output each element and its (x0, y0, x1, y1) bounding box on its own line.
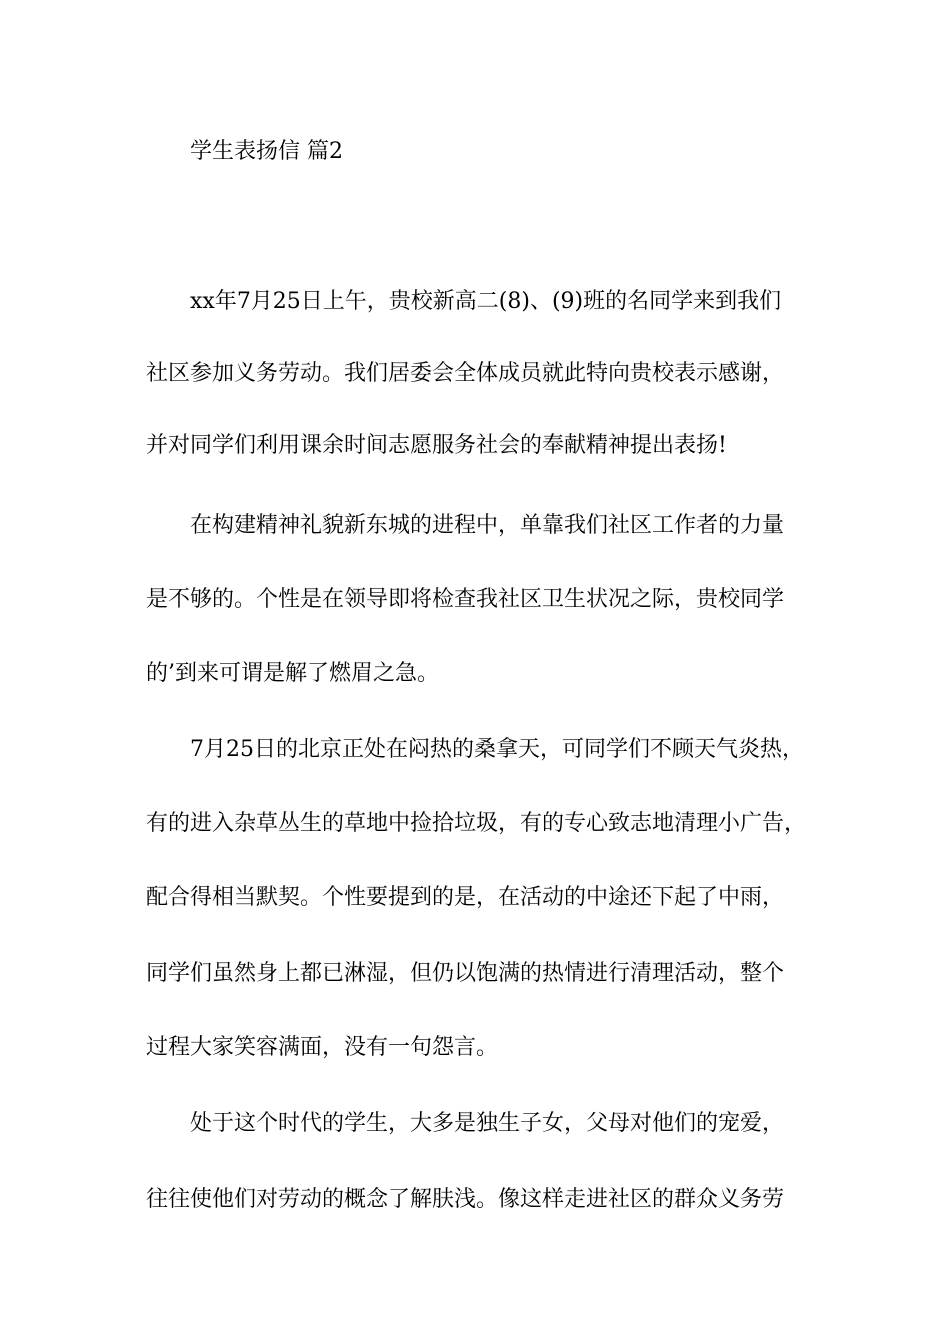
paragraph-3-line-3: 配合得相当默契。个性要提到的是，在活动的中途还下起了中雨， (146, 885, 785, 910)
paragraph-3-line-2: 有的进入杂草丛生的草地中捡拾垃圾，有的专心致志地清理小广告， (146, 811, 807, 836)
paragraph-1-line-2: 社区参加义务劳动。我们居委会全体成员就此特向贵校表示感谢， (146, 361, 785, 386)
paragraph-3-line-5: 过程大家笑容满面，没有一句怨言。 (146, 1035, 499, 1060)
paragraph-2-line-3: 的’到来可谓是解了燃眉之急。 (146, 661, 439, 686)
document-title: 学生表扬信 篇2 (190, 139, 343, 164)
paragraph-1-line-3: 并对同学们利用课余时间志愿服务社会的奉献精神提出表扬! (146, 433, 727, 458)
paragraph-1-line-1: xx年7月25日上午，贵校新高二(8)、(9)班的名同学来到我们 (190, 289, 782, 314)
paragraph-3-line-1: 7月25日的北京正处在闷热的桑拿天，可同学们不顾天气炎热， (190, 737, 804, 762)
paragraph-4-line-2: 往往使他们对劳动的概念了解肤浅。像这样走进社区的群众义务劳 (146, 1187, 785, 1212)
paragraph-2-line-1: 在构建精神礼貌新东城的进程中，单靠我们社区工作者的力量 (190, 513, 785, 538)
paragraph-4-line-1: 处于这个时代的学生，大多是独生子女，父母对他们的宠爱， (190, 1111, 785, 1136)
paragraph-3-line-4: 同学们虽然身上都已淋湿，但仍以饱满的热情进行清理活动，整个 (146, 961, 785, 986)
paragraph-2-line-2: 是不够的。个性是在领导即将检查我社区卫生状况之际，贵校同学 (146, 587, 785, 612)
